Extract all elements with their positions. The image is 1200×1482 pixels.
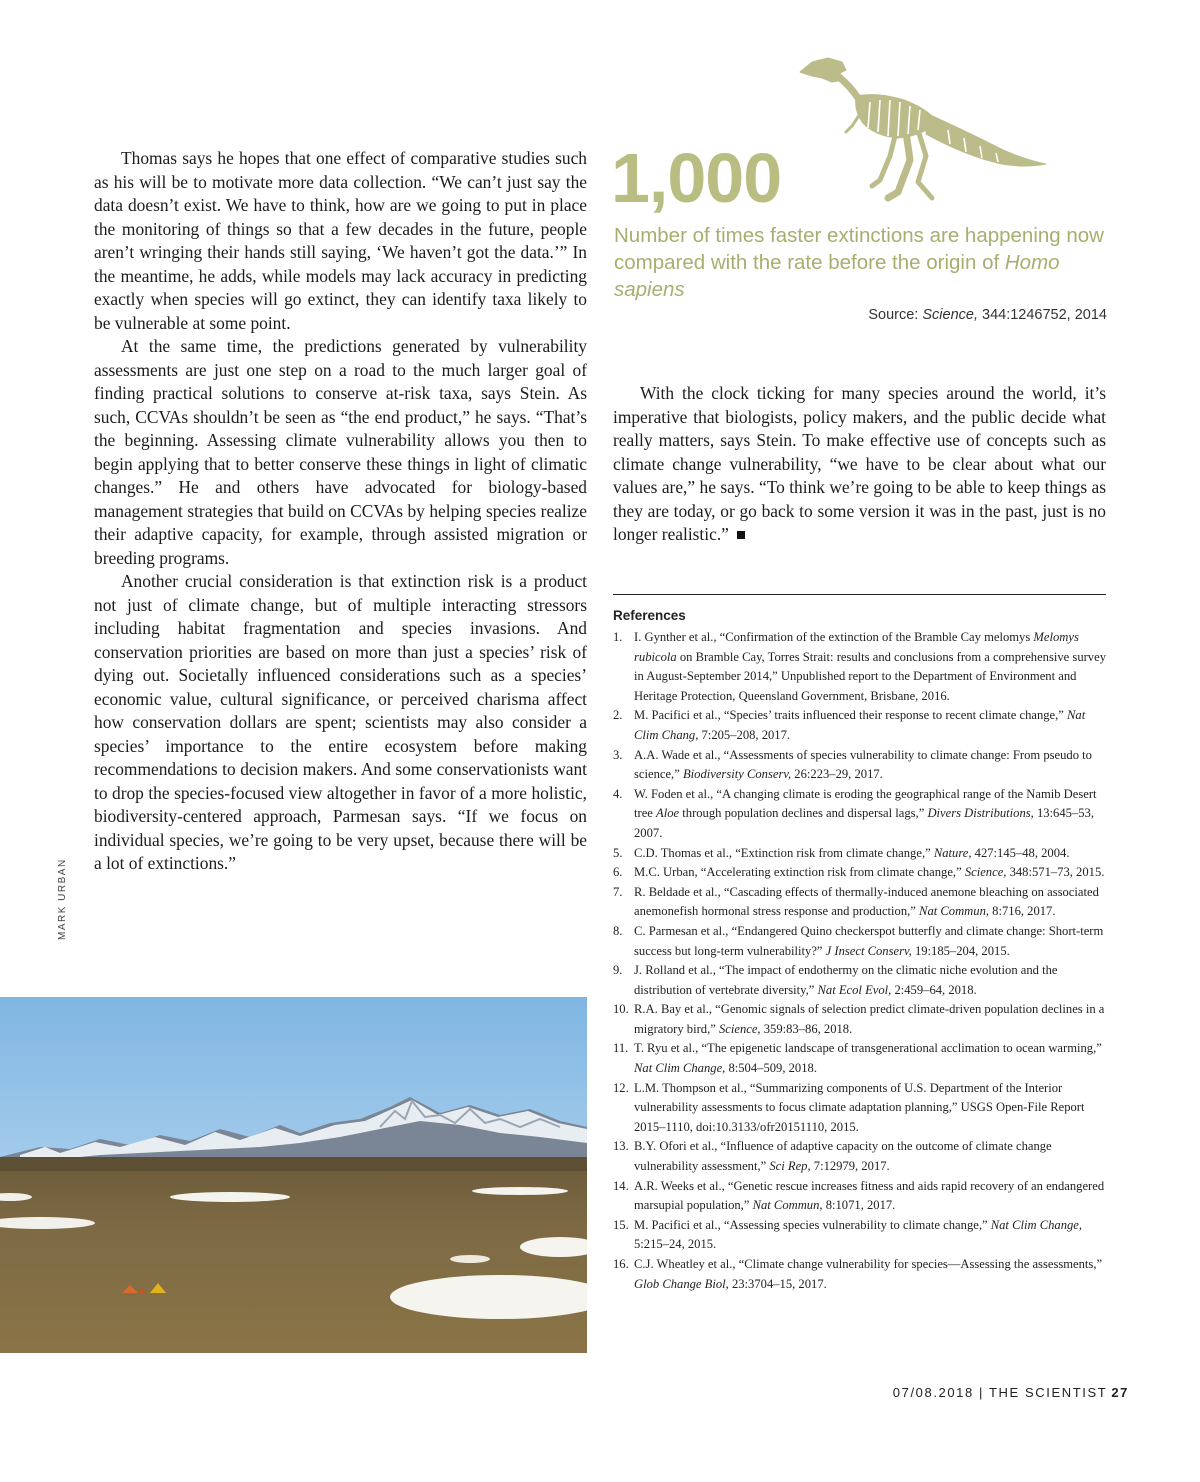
stat-caption-species: Homo sapiens <box>614 251 1060 301</box>
reference-text: C.J. Wheatley et al., “Climate change vulnerability for species—Assessing the assessments,” <box>634 1257 1103 1271</box>
reference-text: Nat Commun, <box>919 904 990 919</box>
reference-number: 10. <box>613 1002 629 1017</box>
reference-number: 1. <box>613 630 623 644</box>
end-mark-icon <box>737 531 745 539</box>
stat-source <box>868 307 1107 323</box>
reference-text: M.C. Urban, “Accelerating extinction risk from climate change,” <box>634 865 965 880</box>
reference-text: 348:571–73, 2015. <box>1006 865 1105 880</box>
reference-text: Aloe <box>656 806 680 821</box>
references-divider <box>613 594 1106 595</box>
reference-text: A.R. Weeks et al., “Genetic rescue increases fitness and aids rapid recovery of an endangered marsupial population,” <box>634 1178 1105 1213</box>
reference-number: 4. <box>613 786 623 801</box>
reference-text: 359:83–86, 2018. <box>760 1021 853 1036</box>
body-paragraph: Another crucial consideration is that extinction risk is a product not just of climate change, but of multiple interacting stressors including habitat fragmentation and species invasions. And conservation priorities are based on more than just a species’ risk of dying out. Societally influenced considerations such as a species’ economic value, cultural significance, or perceived charisma affect how conservation dollars are spent; scientists may also consider a species’ importance to the entire ecosystem before making recommendations to decision makers. And some conservationists want to drop the species-focused view altogether in favor of a more holistic, biodiversity-centered approach, Parmesan says. “If we focus on individual species, we’re going to be very upset, because there will be a lot of extinctions.” <box>94 571 587 873</box>
reference-item <box>613 1177 1108 1216</box>
reference-number: 16. <box>613 1257 629 1271</box>
reference-item <box>613 863 1108 883</box>
page-footer <box>893 1385 1129 1400</box>
reference-number: 13. <box>613 1139 629 1154</box>
reference-text: 8:716, 2017. <box>989 904 1056 919</box>
reference-text: Nature, <box>933 845 972 860</box>
stat-source-label: Source: <box>868 307 923 323</box>
references-heading: References <box>613 608 686 623</box>
reference-number: 8. <box>613 923 623 938</box>
body-paragraph: Thomas says he hopes that one effect of comparative studies such as his will be to motivate more data collection. “We can’t just say the data doesn’t exist. We have to think, how are we going to put in place the monitoring of things so that a few decades in the future, people aren’t wringing their hands still saying, ‘We haven’t got the data.’” In the meantime, he adds, while models may lack accuracy in predicting exactly when species will go extinct, they can identify taxa likely to be vulnerable at some point. <box>94 148 587 333</box>
reference-item <box>613 785 1108 844</box>
reference-item <box>613 961 1108 1000</box>
reference-text: Nat Clim Change, <box>634 1061 726 1076</box>
reference-number: 7. <box>613 884 623 899</box>
reference-text: Nat Ecol Evol, <box>817 982 892 997</box>
reference-text: C.D. Thomas et al., “Extinction risk from climate change,” <box>634 845 934 860</box>
reference-number: 6. <box>613 865 623 880</box>
tundra-photo <box>0 997 587 1353</box>
reference-text: 7:12979, 2017. <box>810 1159 890 1174</box>
reference-text: through population declines and dispersal lags,” <box>679 806 928 821</box>
reference-item <box>613 1000 1108 1039</box>
reference-text: T. Ryu et al., “The epigenetic landscape of transgenerational acclimation to ocean warming,” <box>634 1041 1102 1056</box>
reference-text: C. Parmesan et al., “Endangered Quino checkerspot butterfly and climate change: Short-term success but long-term vulnerability?” <box>634 923 1104 958</box>
dinosaur-skeleton-icon <box>798 52 1048 204</box>
reference-item <box>613 1079 1108 1138</box>
body-paragraph: At the same time, the predictions generated by vulnerability assessments are just one step on a road to the much larger goal of finding practical solutions to conserve at-risk taxa, says Stein. As such, CCVAs shouldn’t be seen as “the end product,” he says. “That’s the beginning. Assessing climate vulnerability allows you then to begin applying that to better conserve these things in light of climatic changes.” He and others have advocated for biology-based management strategies that build on CCVAs by helping species realize their adaptive capacity, for example, through assisted migration or breeding programs. <box>94 336 587 568</box>
stat-source-journal: Science, <box>922 307 978 323</box>
reference-text: Science, <box>964 865 1007 880</box>
reference-number: 9. <box>613 963 623 978</box>
reference-text: Nat Commun, <box>752 1198 823 1213</box>
reference-text: Nat Clim Change, <box>990 1217 1083 1232</box>
reference-text: J. Rolland et al., “The impact of endothermy on the climatic niche evolution and the distribution of vertebrate diversity,” <box>634 963 1058 997</box>
reference-item <box>613 1137 1108 1176</box>
reference-text: 2:459–64, 2018. <box>891 982 977 997</box>
reference-text: Glob Change Biol, <box>634 1276 729 1291</box>
reference-number: 3. <box>613 747 623 762</box>
closing-paragraph-text: With the clock ticking for many species around the world, it’s imperative that biologists, policy makers, and the public decide what really matters, says Stein. To make effective use of concepts such as climate change vulnerability, “we have to be clear about what our values are,” he says. “To think we’re going to be able to keep things as they are today, or go back to some version it was in the past, just is no longer realistic.” <box>613 383 1106 544</box>
reference-text: R. Beldade et al., “Cascading effects of thermally-induced anemone bleaching on associated anemonefish hormonal stress response and production,” <box>634 884 1099 919</box>
reference-text: J Insect Conserv, <box>825 943 912 958</box>
reference-number: 5. <box>613 845 623 860</box>
right-column <box>613 382 1106 547</box>
reference-number: 14. <box>613 1178 629 1193</box>
reference-item <box>613 922 1108 961</box>
reference-text: Nat Clim Chang, <box>634 708 1086 742</box>
reference-number: 12. <box>613 1080 629 1095</box>
reference-item <box>613 706 1108 745</box>
reference-text: on Bramble Cay, Torres Strait: results and conclusions from a comprehensive survey in August-September 2014,” Unpublished report to the Department of Environment and Heritage Protection, Queensland Government, Brisbane, 2016. <box>634 649 1106 703</box>
reference-item <box>613 1255 1108 1294</box>
reference-item <box>613 844 1108 864</box>
reference-text: B.Y. Ofori et al., “Influence of adaptive capacity on the outcome of climate change vulnerability assessment,” <box>634 1139 1052 1174</box>
reference-text: A.A. Wade et al., “Assessments of species vulnerability to climate change: From pseudo to science,” <box>634 747 1092 782</box>
reference-text: I. Gynther et al., “Confirmation of the extinction of the Bramble Cay melomys <box>634 630 1034 644</box>
reference-text: R.A. Bay et al., “Genomic signals of selection predict climate-driven population declines in a migratory bird,” <box>634 1002 1105 1036</box>
reference-text: 26:223–29, 2017. <box>791 767 883 782</box>
reference-item <box>613 746 1108 785</box>
left-column <box>94 147 587 876</box>
footer-issue: 07/08.2018 | THE SCIENTIST <box>892 1385 1108 1400</box>
reference-number: 2. <box>613 708 623 723</box>
stat-caption <box>614 222 1104 303</box>
page-number: 27 <box>1111 1385 1129 1400</box>
reference-text: Divers Distributions, <box>927 806 1034 821</box>
reference-text: M. Pacifici et al., “Species’ traits influenced their response to recent climate change,” <box>634 708 1068 723</box>
reference-text: 7:205–208, 2017. <box>698 727 791 742</box>
reference-item <box>613 883 1108 922</box>
reference-text: L.M. Thompson et al., “Summarizing components of U.S. Department of the Interior vulnerability assessments to focus climate adaptation planning,” USGS Open-File Report 2015–1110, doi:10.3133/ofr20151110, 2015. <box>634 1080 1085 1134</box>
reference-number: 11. <box>613 1041 629 1056</box>
stat-caption-text: Number of times faster extinctions are happening now compared with the rate before the origin of <box>614 224 1104 274</box>
reference-number: 15. <box>613 1217 629 1232</box>
reference-text: 427:145–48, 2004. <box>971 845 1070 860</box>
reference-text: 19:185–204, 2015. <box>911 943 1010 958</box>
references-list <box>613 628 1108 1294</box>
stat-number: 1,000 <box>611 139 782 217</box>
reference-text: M. Pacifici et al., “Assessing species vulnerability to climate change,” <box>634 1217 991 1232</box>
reference-text: Melomys rubicola <box>634 630 1079 664</box>
reference-text: 23:3704–15, 2017. <box>728 1276 827 1291</box>
reference-text: 13:645–53, 2007. <box>634 806 1094 840</box>
reference-text: 8:1071, 2017. <box>822 1198 896 1213</box>
reference-item <box>613 1039 1108 1078</box>
reference-text: 8:504–509, 2018. <box>725 1061 817 1076</box>
reference-item <box>613 628 1108 706</box>
reference-text: Science, <box>718 1021 761 1036</box>
stat-source-citation: 344:1246752, 2014 <box>977 307 1107 323</box>
reference-item <box>613 1216 1108 1255</box>
photo-credit: MARK URBAN <box>57 858 68 940</box>
reference-text: W. Foden et al., “A changing climate is eroding the geographical range of the Namib Desert tree <box>634 786 1097 821</box>
reference-text: Sci Rep, <box>769 1159 811 1174</box>
reference-text: Biodiversity Conserv, <box>682 767 792 782</box>
reference-text: 5:215–24, 2015. <box>634 1237 717 1252</box>
body-paragraph <box>613 382 1106 547</box>
